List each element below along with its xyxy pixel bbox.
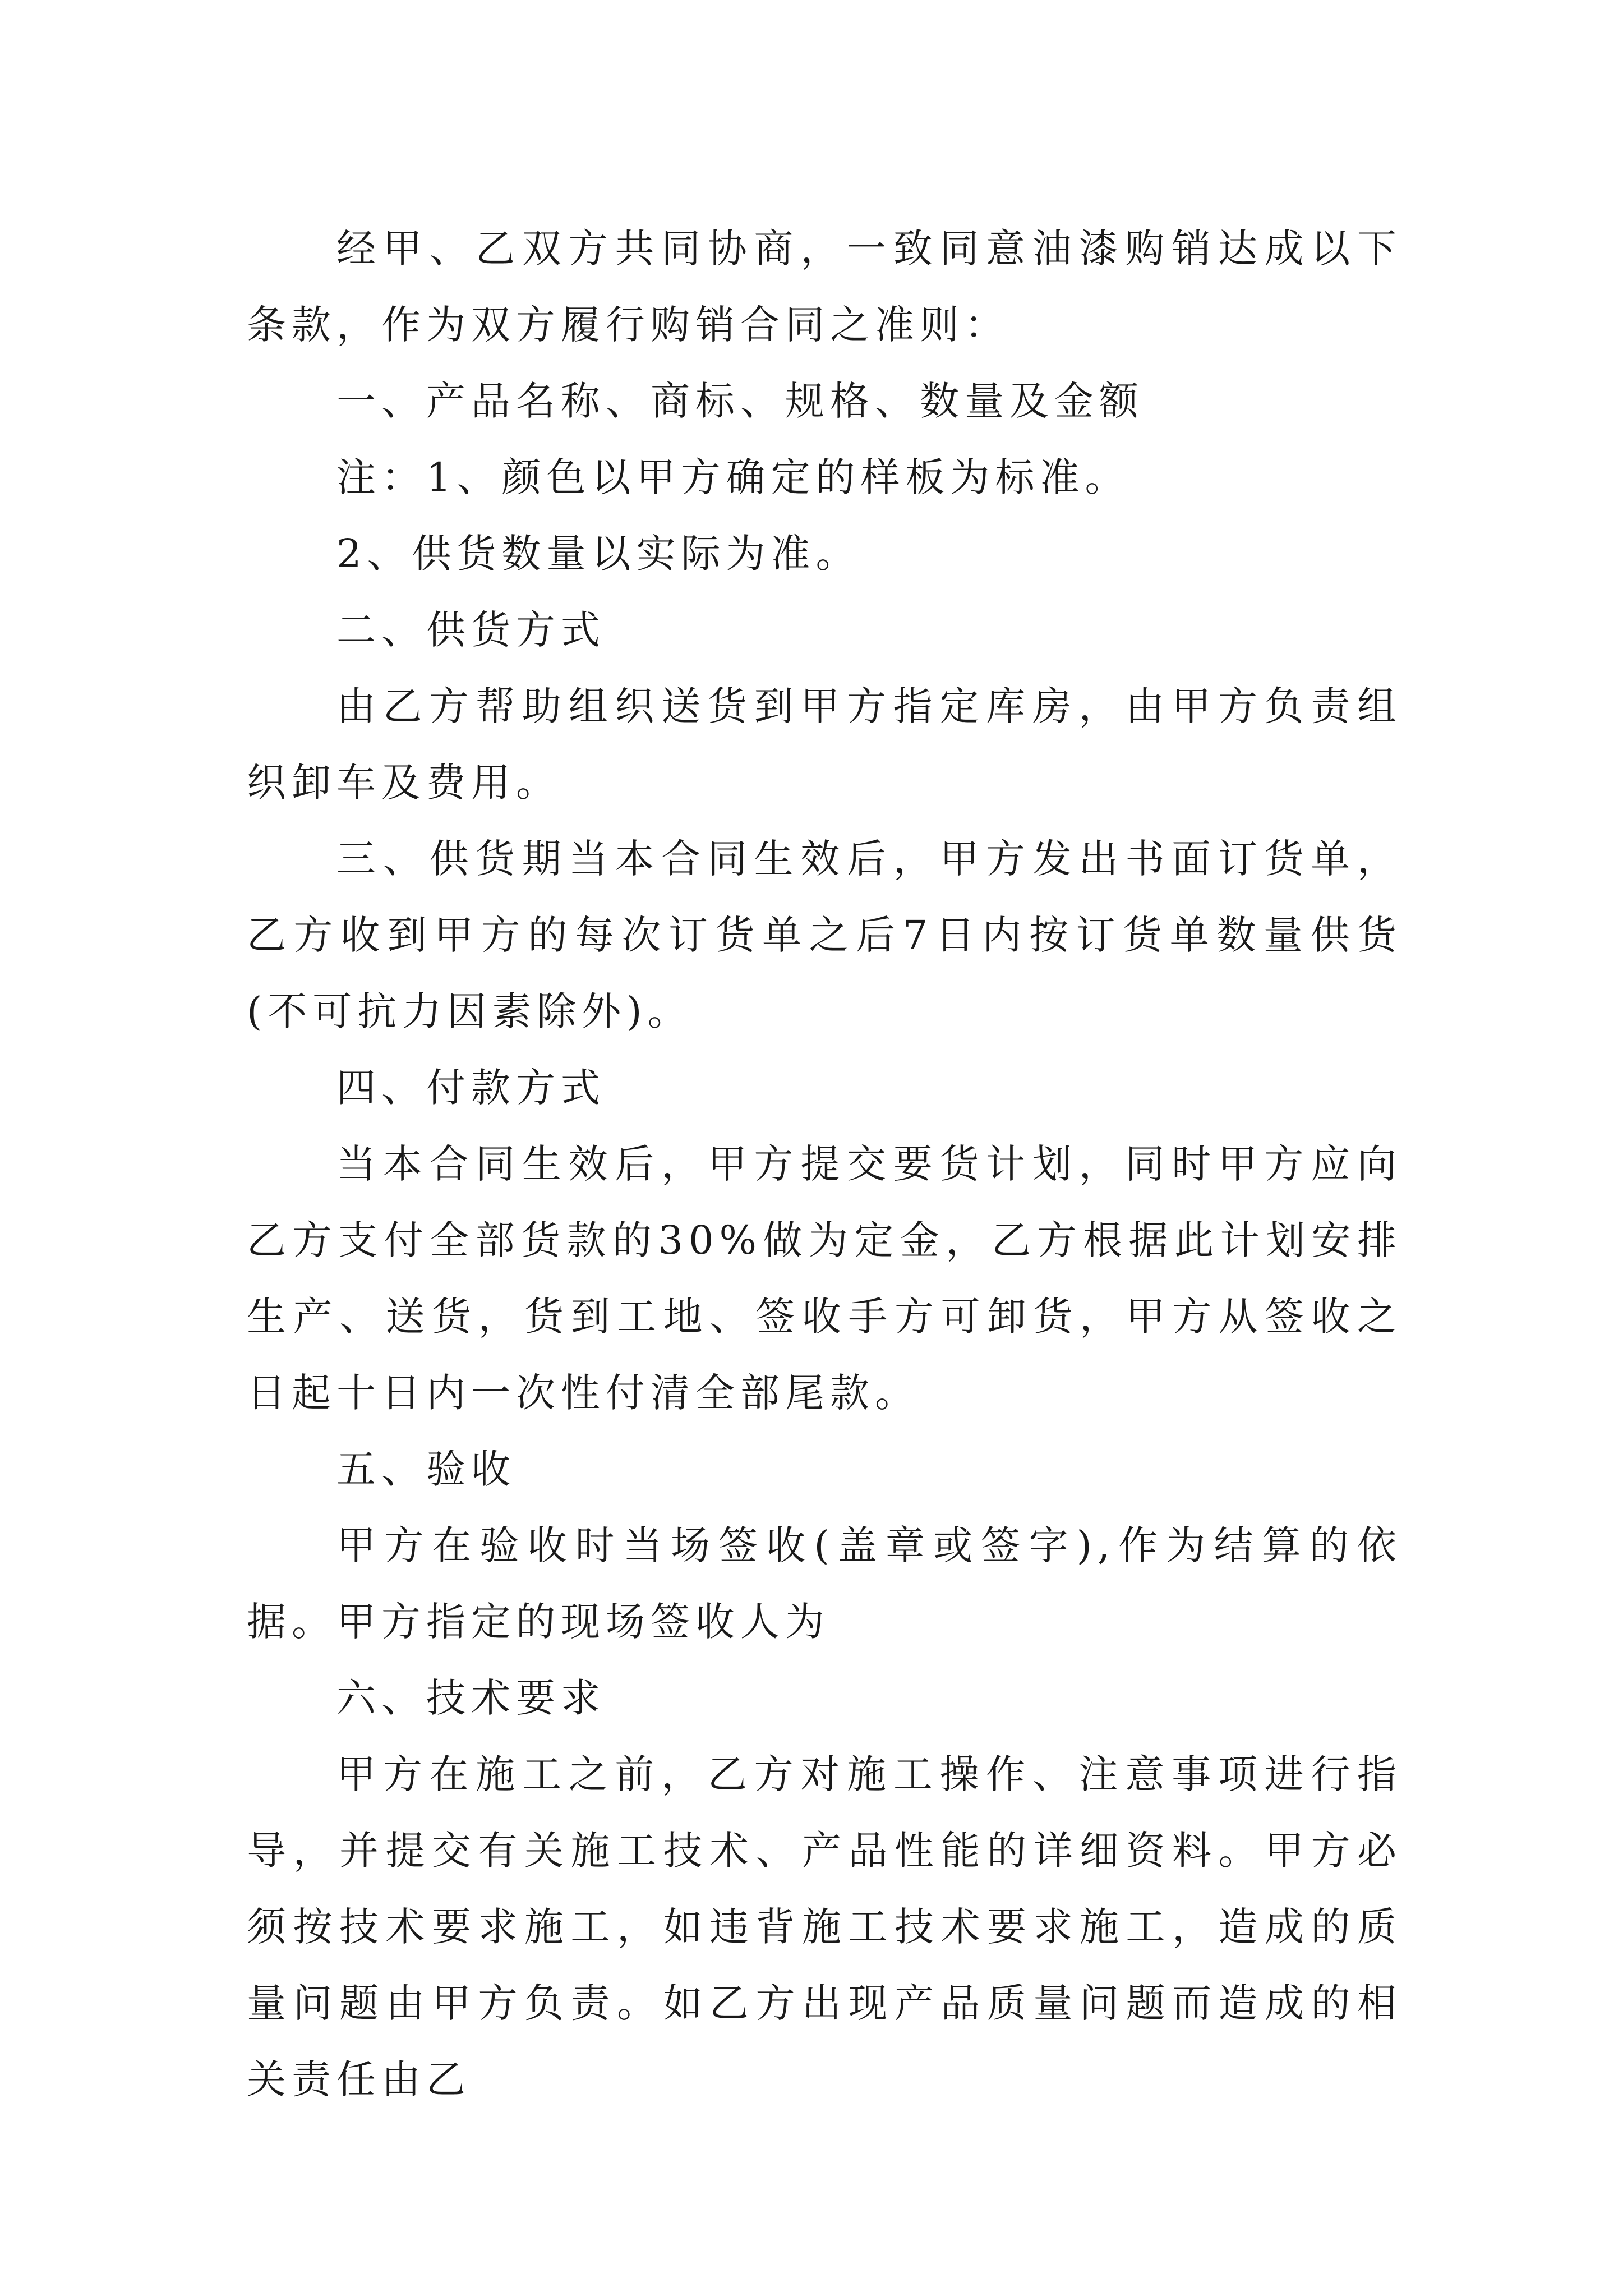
paragraph-payment: 当本合同生效后，甲方提交要货计划，同时甲方应向乙方支付全部货款的30%做为定金，乙方根据此计划安排生产、送货，货到工地、签收手方可卸货，甲方从签收之日起十日内一次性付清全部尾款。 — [247, 1141, 1402, 1416]
paragraph-note-color: 注：1、颜色以甲方确定的样板为标准。 — [336, 454, 1130, 500]
paragraph-supply-method: 由乙方帮助组织送货到甲方指定库房，由甲方负责组织卸车及费用。 — [247, 683, 1402, 806]
paragraph-supply-period: 三、供货期当本合同生效后，甲方发出书面订货单，乙方收到甲方的每次订货单之后7日内按订货单数量供货(不可抗力因素除外)。 — [247, 836, 1402, 1034]
section-heading-product: 一、产品名称、商标、规格、数量及金额 — [336, 378, 1144, 424]
document-body — [247, 210, 1402, 2118]
section-heading-acceptance: 五、验收 — [336, 1446, 516, 1492]
paragraph-acceptance: 甲方在验收时当场签收(盖章或签字),作为结算的依据。甲方指定的现场签收人为 — [247, 1522, 1402, 1645]
paragraph-intro: 经甲、乙双方共同协商，一致同意油漆购销达成以下条款，作为双方履行购销合同之准则： — [247, 226, 1402, 348]
paragraph-note-quantity: 2、供货数量以实际为准。 — [336, 531, 861, 577]
section-heading-technical: 六、技术要求 — [336, 1675, 606, 1721]
section-heading-payment: 四、付款方式 — [336, 1065, 606, 1111]
paragraph-technical: 甲方在施工之前，乙方对施工操作、注意事项进行指导，并提交有关施工技术、产品性能的详细资料。甲方必须按技术要求施工，如违背施工技术要求施工，造成的质量问题由甲方负责。如乙方出现产品质量问题而造成的相关责任由乙 — [247, 1751, 1402, 2102]
section-heading-supply-method: 二、供货方式 — [336, 607, 606, 653]
